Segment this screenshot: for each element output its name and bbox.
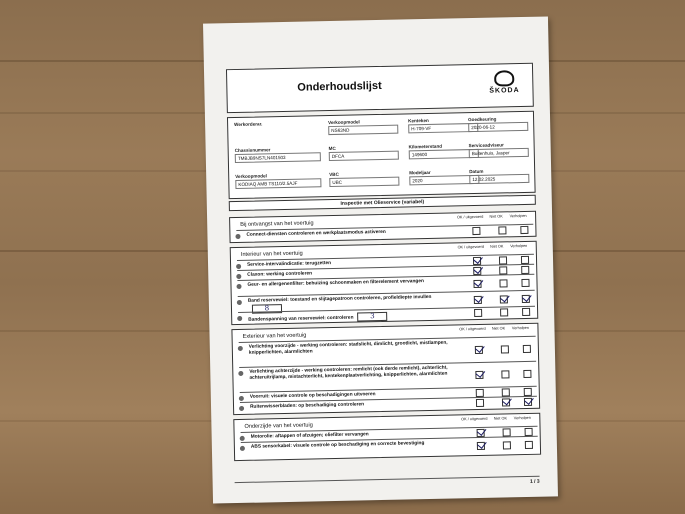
ok-checkbox[interactable] — [476, 399, 484, 407]
info-value: 149600 — [409, 149, 479, 159]
column-header-repaired: Verholpen — [509, 213, 527, 219]
info-cell — [235, 146, 321, 163]
bullet-icon — [240, 436, 245, 441]
repaired-checkbox[interactable] — [522, 308, 530, 316]
info-label: Goedkeuring — [468, 116, 497, 123]
bullet-icon — [237, 300, 242, 305]
info-cell — [235, 172, 321, 189]
info-value: 2020-06-12 — [468, 122, 528, 132]
repaired-checkbox[interactable] — [525, 441, 533, 449]
checklist-section — [231, 323, 540, 415]
info-cell — [329, 145, 399, 161]
skoda-logo-icon — [494, 70, 514, 86]
ok-checkbox[interactable] — [475, 346, 483, 354]
info-value: UBC — [329, 177, 399, 187]
row-text — [249, 341, 449, 357]
row-label: Bandenspanning van reservewiel: controleren — [248, 315, 354, 323]
section-title: Interieur van het voertuig — [240, 250, 303, 258]
section-title: Exterieur van het voertuig — [242, 332, 307, 340]
row-label: Claxon: werking controleren — [247, 271, 313, 278]
not-ok-checkbox[interactable] — [500, 295, 508, 303]
sheet-title: Onderhoudslijst — [297, 79, 382, 94]
not-ok-checkbox[interactable] — [499, 266, 507, 274]
column-header-repaired: Verholpen — [511, 325, 530, 331]
repaired-checkbox[interactable] — [523, 370, 531, 378]
vehicle-info — [227, 111, 536, 199]
page-number: 1 / 3 — [529, 478, 540, 485]
row-label: ABS sensorkabel: visuele controle op beschadiging en correcte bevestiging — [250, 441, 425, 450]
not-ok-checkbox[interactable] — [501, 370, 509, 378]
bullet-icon — [235, 234, 240, 239]
ok-checkbox[interactable] — [474, 309, 482, 317]
checklist-section — [233, 413, 541, 461]
repaired-checkbox[interactable] — [524, 398, 532, 406]
row-text — [249, 366, 449, 382]
row-label: Motorolie: aftappen of afzuigen; oliefilter vervangen — [250, 432, 369, 440]
not-ok-checkbox[interactable] — [501, 345, 509, 353]
column-header-repaired: Verholpen — [513, 415, 531, 421]
info-cell — [468, 116, 528, 132]
info-label: Kilometerstand — [408, 143, 443, 150]
column-header-ok: OK / uitgevoerd — [457, 244, 484, 250]
ok-checkbox[interactable] — [472, 227, 480, 235]
bullet-icon — [239, 396, 244, 401]
row-text — [247, 279, 447, 289]
repaired-checkbox[interactable] — [522, 295, 530, 303]
ok-checkbox[interactable] — [476, 389, 484, 397]
checklist-section — [229, 211, 536, 243]
ok-checkbox[interactable] — [473, 267, 481, 275]
bullet-icon — [237, 316, 242, 321]
info-label: Serviceadviseur — [468, 142, 504, 149]
bullet-icon — [238, 346, 243, 351]
repaired-checkbox[interactable] — [525, 428, 533, 436]
ok-checkbox[interactable] — [477, 442, 485, 450]
info-label: Werkorderar. — [234, 121, 263, 128]
handwritten-value: 3 — [357, 312, 387, 322]
info-cell — [328, 119, 398, 135]
not-ok-checkbox[interactable] — [502, 398, 510, 406]
column-header-ok: OK / uitgevoerd — [456, 214, 484, 220]
info-label: Datum — [469, 168, 484, 175]
handwritten-value: 8 — [252, 304, 282, 314]
info-value — [234, 126, 320, 137]
section-title: Onderzijde van het voertuig — [244, 422, 313, 430]
inspection-title: Inspectie met Olieservice (variabel) — [229, 195, 536, 211]
info-value: NS63ND — [328, 125, 398, 135]
info-label: VBC — [329, 171, 339, 178]
ok-checkbox[interactable] — [473, 280, 481, 288]
info-value: KODIAQ AMB TS110/2.5AJF — [235, 178, 321, 189]
bullet-icon — [236, 284, 241, 289]
info-value: H-709-VF — [408, 123, 478, 133]
info-label: Modeljaar — [409, 169, 431, 176]
row-label: Band reservewiel: toestand en slijtagepatroon controleren, profieldiepte invullen — [247, 294, 432, 304]
row-label: Geur- en allergenenfilter: behuizing schoonmaken en filterelement vervangen — [247, 279, 424, 288]
info-cell — [329, 171, 399, 187]
bullet-icon — [236, 264, 241, 269]
row-label: Verlichting voorzijde - werking controleren: stadslicht, dimlicht, grootlicht, mistlampen, knipperlichten, alarmlichten — [248, 340, 448, 356]
ok-checkbox[interactable] — [475, 371, 483, 379]
row-text — [251, 441, 451, 451]
repaired-checkbox[interactable] — [520, 226, 528, 234]
row-label: Connect-diensten controleren en werkplaatsmodus activeren — [246, 229, 386, 238]
row-text — [246, 229, 446, 239]
not-ok-checkbox[interactable] — [503, 428, 511, 436]
row-label: Verlichting achterzijde - werking controleren: remlicht (ook derde remlicht), achterlicht, achteruitrijlamp, mistachterlicht, kentekenplaatverlichting, knipperlichten, alarmlichten — [249, 365, 448, 381]
ok-checkbox[interactable] — [477, 429, 485, 437]
column-header-repaired: Verholpen — [510, 243, 528, 249]
info-value: 12.02.2025 — [469, 174, 529, 184]
row-text — [248, 311, 448, 324]
row-label: Service-intervalindicatie: terugzetten — [247, 261, 332, 268]
info-cell — [469, 168, 529, 184]
ok-checkbox[interactable] — [474, 296, 482, 304]
not-ok-checkbox[interactable] — [499, 256, 507, 264]
column-header-ok: OK / uitgevoerd — [461, 416, 488, 422]
repaired-checkbox[interactable] — [523, 345, 531, 353]
checklist-section — [230, 241, 539, 325]
column-header-nok: Niet OK — [490, 244, 504, 249]
info-label: MC — [328, 145, 336, 152]
footer-line — [235, 476, 540, 483]
bullet-icon — [240, 446, 245, 451]
bullet-icon — [238, 371, 243, 376]
bullet-icon — [236, 274, 241, 279]
info-label: Chassisnummer — [234, 147, 271, 154]
not-ok-checkbox[interactable] — [498, 226, 506, 234]
info-label: Verkoopmodel — [235, 173, 267, 180]
bullet-icon — [239, 406, 244, 411]
info-value: DFCA — [329, 151, 399, 161]
row-label: Ruitenwisserbladen: op beschadiging controleren — [250, 402, 365, 410]
not-ok-checkbox[interactable] — [499, 279, 507, 287]
row-text — [250, 401, 450, 411]
sheet-header — [226, 63, 534, 113]
column-header-nok: Niet OK — [491, 326, 506, 331]
not-ok-checkbox[interactable] — [503, 441, 511, 449]
column-header-nok: Niet OK — [489, 214, 503, 219]
row-label: Voorruit: visuele controle op beschadigingen uitvoeren — [249, 392, 376, 400]
section-title: Bij ontvangst van het voertuig — [240, 220, 314, 228]
column-header-ok: OK / uitgevoerd — [459, 326, 486, 332]
info-value: 2020 — [409, 175, 479, 185]
info-cell — [469, 142, 529, 158]
info-label: Kenteken — [408, 117, 429, 124]
info-label: Verkoopmodel — [328, 119, 360, 126]
repaired-checkbox[interactable] — [521, 256, 529, 264]
maintenance-sheet — [203, 16, 558, 503]
not-ok-checkbox[interactable] — [500, 308, 508, 316]
repaired-checkbox[interactable] — [521, 279, 529, 287]
info-value: Buitenhuis, Jasper — [469, 148, 529, 158]
column-header-nok: Niet OK — [493, 416, 508, 421]
skoda-logo — [484, 70, 524, 95]
brand-name: ŠKODA — [489, 87, 520, 95]
repaired-checkbox[interactable] — [521, 266, 529, 274]
info-value: TMBJB9NS7LN401503 — [235, 152, 321, 163]
info-cell — [234, 120, 320, 137]
